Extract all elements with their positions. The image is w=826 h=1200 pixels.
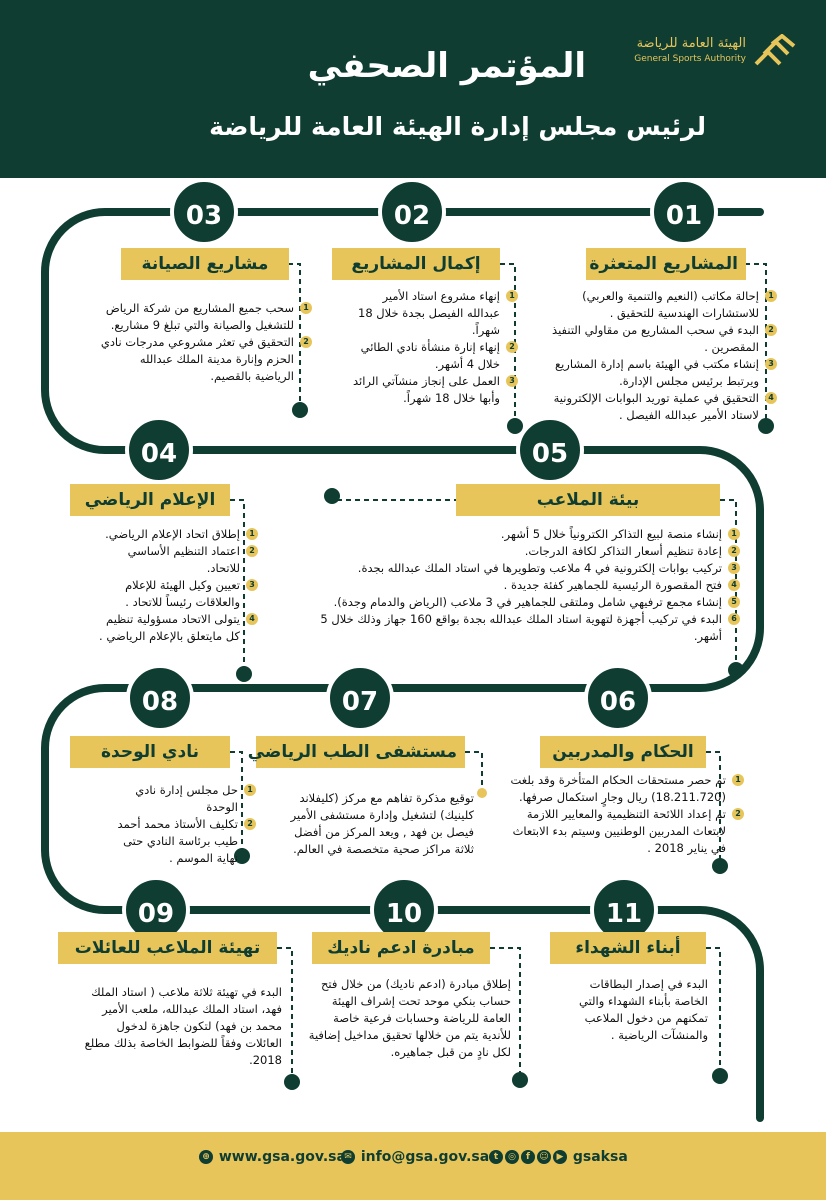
list-item (560, 976, 708, 1044)
item-number-badge: 2 (244, 818, 256, 830)
item-number-badge: 4 (728, 579, 740, 591)
footer-email-text: info@gsa.gov.sa (360, 1149, 490, 1165)
page-title: المؤتمر الصحفي (307, 46, 586, 86)
item-number-badge: 3 (246, 579, 258, 591)
email-icon: ✉ (341, 1150, 355, 1164)
item-text: توقيع مذكرة تفاهم مع مركز (كليفلاند كلينيك) لتشغيل وإدارة مستشفى الأمير فيصل بن فهد , ويعد المركز من أفضل ثلاثة مراكز صحية متخصصة في العالم. (290, 791, 474, 856)
snapchat-icon: ☺ (537, 1150, 551, 1164)
section-items-08 (100, 782, 256, 867)
item-number-badge: 4 (765, 392, 777, 404)
item-text: تكليف الأستاذ محمد أحمد طيب برئاسة النادي حتى نهاية الموسم . (117, 817, 238, 865)
connector-end-dot (477, 788, 487, 798)
item-number-badge: 3 (506, 375, 518, 387)
section-number-07: 07 (326, 664, 394, 732)
section-number-06: 06 (584, 664, 652, 732)
item-number-badge: 2 (728, 545, 740, 557)
section-title-02: إكمال المشاريع (332, 248, 500, 280)
section-items-06 (500, 772, 744, 857)
item-number-badge: 1 (506, 290, 518, 302)
page-subtitle: لرئيس مجلس إدارة الهيئة العامة للرياضة (209, 112, 706, 141)
instagram-icon: ◎ (505, 1150, 519, 1164)
list-item (350, 373, 518, 407)
item-number-badge: 3 (728, 562, 740, 574)
section-number-11: 11 (590, 876, 658, 944)
item-text: البدء في سحب المشاريع من مقاولي التنفيذ المقصرين . (552, 323, 759, 354)
item-number-badge: 2 (732, 808, 744, 820)
facebook-icon: f (521, 1150, 535, 1164)
item-text: اعتماد التنظيم الأساسي للاتحاد. (127, 544, 240, 575)
item-number-badge: 4 (246, 613, 258, 625)
list-item (100, 816, 256, 867)
section-items-03 (100, 300, 312, 385)
section-number-01: 01 (650, 178, 718, 246)
section-items-04 (94, 526, 258, 645)
item-number-badge: 1 (732, 774, 744, 786)
list-item (100, 334, 312, 385)
section-items-07 (286, 790, 474, 858)
item-number-badge: 1 (300, 302, 312, 314)
list-item (350, 288, 518, 339)
list-item (94, 577, 258, 611)
item-text: البدء في إصدار البطاقات الخاصة بأبناء الشهداء والتي تمكنهم من دخول الملاعب والمنشآت الرياضية . (578, 977, 708, 1042)
item-number-badge: 6 (728, 613, 740, 625)
item-text: البدء في تركيب أجهزة لتهوية استاد الملك عبدالله بجدة بواقع 160 جهاز وذلك خلال 5 أشهر. (320, 612, 722, 643)
list-item (300, 577, 740, 594)
item-text: تم إعداد اللائحة التنظيمية والمعايير اللازمة لابتعاث المدربين الوطنيين وسيتم بدء الابتعاث في يناير 2018 . (512, 807, 726, 855)
section-number-03: 03 (170, 178, 238, 246)
connector-end-dot (292, 402, 308, 418)
list-item (500, 806, 744, 857)
item-number-badge: 5 (728, 596, 740, 608)
item-text: إطلاق مبادرة (ادعم ناديك) من خلال فتح حساب بنكي موحد تحت إشراف الهيئة العامة للرياضة وحسابات فرعية خاصة للأندية يتم من خلالها تحقيق مداخيل إضافية لكل نادٍ من قبل جماهيره. (308, 977, 511, 1059)
list-item (300, 526, 740, 543)
item-text: سحب جميع المشاريع من شركة الرياض للتشغيل والصيانة والتي تبلغ 9 مشاريع. (105, 301, 294, 332)
list-item (100, 300, 312, 334)
item-text: التحقيق في تعثر مشروعي مدرجات نادي الحزم وإنارة مدينة الملك عبدالله الرياضية بالقصيم. (100, 335, 294, 383)
item-text: إنشاء مكتب في الهيئة باسم إدارة المشاريع ويرتبط برئيس مجلس الإدارة. (554, 357, 759, 388)
list-item (535, 356, 777, 390)
section-title-08: نادي الوحدة (70, 736, 230, 768)
list-item (82, 984, 282, 1069)
connector-end-dot (507, 418, 523, 434)
section-items-01 (535, 288, 777, 424)
footer-website[interactable] (198, 1149, 346, 1165)
item-text: إنشاء منصة لبيع التذاكر الكترونياً خلال 5 أشهر. (500, 527, 722, 541)
connector-end-dot (728, 662, 744, 678)
connector-end-dot (284, 1074, 300, 1090)
list-item (94, 611, 258, 645)
section-number-04: 04 (125, 416, 193, 484)
section-title-03: مشاريع الصيانة (121, 248, 289, 280)
section-title-07: مستشفى الطب الرياضي (256, 736, 465, 768)
item-number-badge: 2 (246, 545, 258, 557)
item-text: إعادة تنظيم أسعار التذاكر لكافة الدرجات. (524, 544, 722, 558)
list-item (535, 288, 777, 322)
footer-bar (0, 1132, 826, 1200)
list-item (300, 611, 740, 645)
item-number-badge: 2 (765, 324, 777, 336)
section-items-02 (350, 288, 518, 407)
footer-handle-text: gsaksa (572, 1149, 628, 1165)
footer-handle[interactable] (488, 1149, 628, 1165)
item-number-badge: 1 (728, 528, 740, 540)
list-item (286, 790, 474, 858)
section-title-09: تهيئة الملاعب للعائلات (58, 932, 277, 964)
list-item (500, 772, 744, 806)
section-title-04: الإعلام الرياضي (70, 484, 230, 516)
connector-end-dot (236, 666, 252, 682)
section-items-09 (82, 984, 282, 1069)
connector-end-dot (324, 488, 340, 504)
globe-icon: ⊕ (199, 1150, 213, 1164)
item-number-badge: 1 (765, 290, 777, 302)
section-title-01: المشاريع المتعثرة (586, 248, 746, 280)
twitter-icon: t (489, 1150, 503, 1164)
list-item (305, 976, 511, 1061)
item-text: فتح المقصورة الرئيسية للجماهير كفئة جديدة . (503, 578, 722, 592)
list-item (94, 526, 258, 543)
footer-website-text: www.gsa.gov.sa (218, 1149, 346, 1165)
item-text: إنهاء إنارة منشأة نادي الطائي خلال 4 أشهر. (360, 340, 500, 371)
list-item (535, 322, 777, 356)
list-item (350, 339, 518, 373)
logo-english-name: General Sports Authority (634, 54, 746, 64)
section-title-10: مبادرة ادعم ناديك (312, 932, 490, 964)
item-text: يتولى الاتحاد مسؤولية تنظيم كل مايتعلق بالإعلام الرياضي . (99, 612, 240, 643)
item-text: البدء في تهيئة ثلاثة ملاعب ( استاد الملك فهد، استاد الملك عبدالله، ملعب الأمير محمد بن فهد) لتكون جاهزة لدخول العائلات وفقاً للضوابط الخاصة بذلك مطلع 2018. (84, 985, 282, 1067)
section-items-10 (305, 976, 511, 1061)
item-text: تركيب بوابات إلكترونية في 4 ملاعب وتطويرها في استاد الملك عبدالله بجدة. (357, 561, 722, 575)
item-text: إطلاق اتحاد الإعلام الرياضي. (105, 527, 240, 541)
item-text: تم حصر مستحقات الحكام المتأخرة وقد بلغت (18.211.720) ريال وجارٍ استكمال صرفها. (510, 773, 726, 804)
item-number-badge: 2 (300, 336, 312, 348)
section-title-05: بيئة الملاعب (456, 484, 720, 516)
item-text: تعيين وكيل الهيئة للإعلام والعلاقات رئيساً للاتحاد . (125, 578, 240, 609)
gsa-logo-icon (752, 34, 798, 68)
list-item (300, 543, 740, 560)
item-number-badge: 1 (246, 528, 258, 540)
section-items-11 (560, 976, 708, 1044)
connector-end-dot (512, 1072, 528, 1088)
footer-email[interactable] (340, 1149, 489, 1165)
section-number-02: 02 (378, 178, 446, 246)
section-number-05: 05 (516, 416, 584, 484)
list-item (100, 782, 256, 816)
item-number-badge: 2 (506, 341, 518, 353)
section-number-10: 10 (370, 876, 438, 944)
header-banner (0, 0, 826, 178)
item-text: إنهاء مشروع استاد الأمير عبدالله الفيصل بجدة خلال 18 شهراً. (358, 289, 500, 337)
item-number-badge: 3 (765, 358, 777, 370)
item-text: العمل على إنجاز منشآتي الرائد وأبها خلال 18 شهراً. (352, 374, 500, 405)
section-number-09: 09 (122, 876, 190, 944)
item-text: إحالة مكاتب (النعيم والتنمية والعربي) للاستشارات الهندسية للتحقيق . (582, 289, 759, 320)
section-title-11: أبناء الشهداء (550, 932, 706, 964)
youtube-icon: ▶ (553, 1150, 567, 1164)
section-number-08: 08 (126, 664, 194, 732)
item-text: إنشاء مجمع ترفيهي شامل وملتقى للجماهير في 3 ملاعب (الرياض والدمام وجدة). (333, 595, 722, 609)
item-number-badge: 1 (244, 784, 256, 796)
section-title-06: الحكام والمدربين (540, 736, 706, 768)
section-items-05 (300, 526, 740, 645)
connector-end-dot (712, 858, 728, 874)
list-item (535, 390, 777, 424)
logo-arabic-name: الهيئة العامة للرياضة (636, 36, 746, 51)
list-item (300, 594, 740, 611)
item-text: حل مجلس إدارة نادي الوحدة (135, 783, 238, 814)
list-item (94, 543, 258, 577)
connector-end-dot (712, 1068, 728, 1084)
item-text: التحقيق في عملية توريد البوابات الإلكترونية لاستاد الأمير عبدالله الفيصل . (553, 391, 759, 422)
list-item (300, 560, 740, 577)
